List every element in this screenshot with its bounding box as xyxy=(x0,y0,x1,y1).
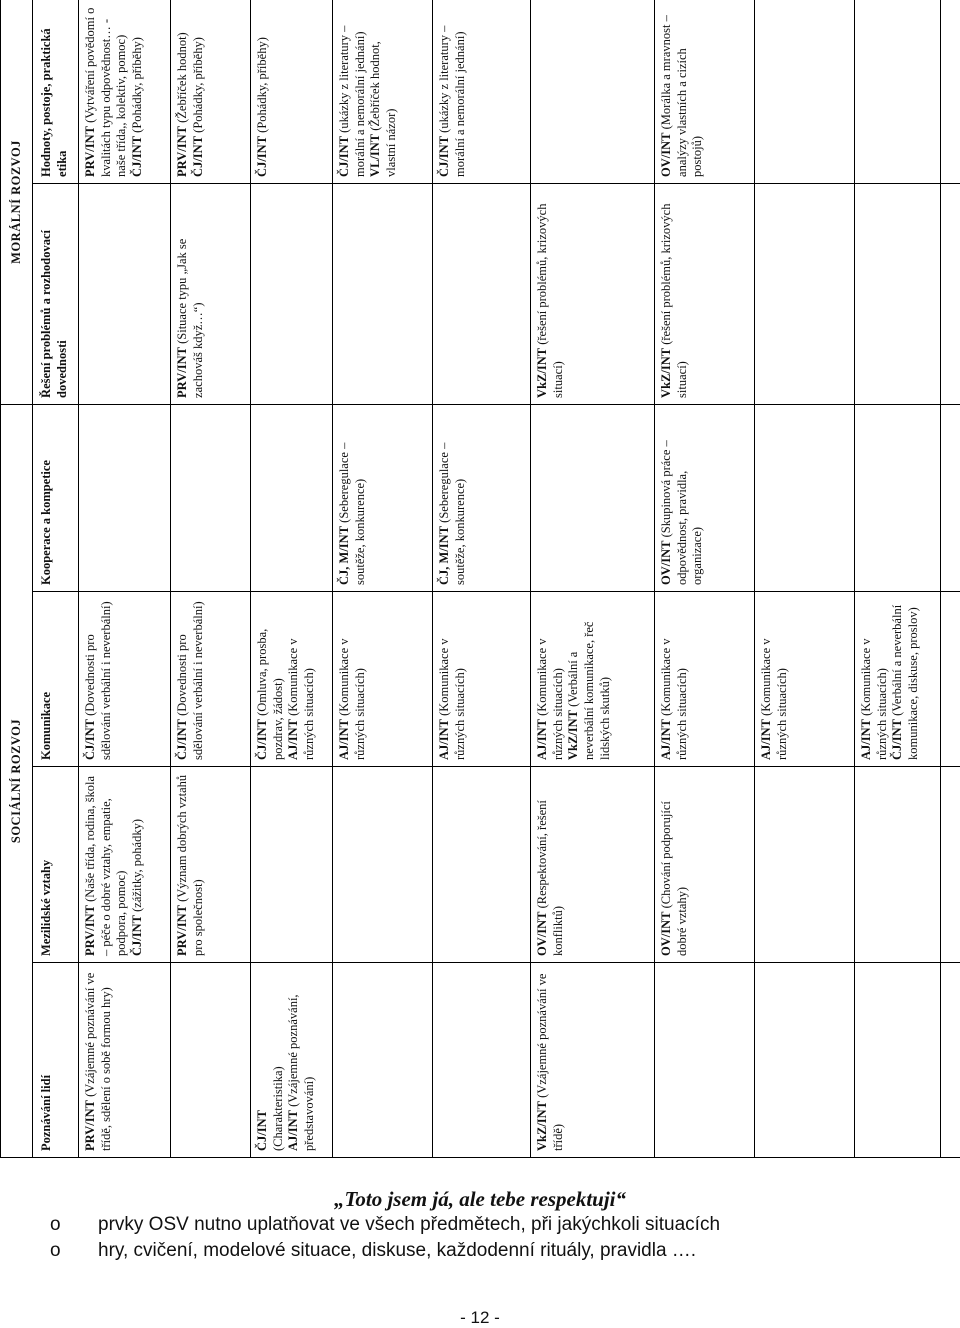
moral-band: MORÁLNÍ ROZVOJ xyxy=(1,0,33,404)
subject-code: VkZ/INT xyxy=(659,348,673,398)
cell-text: (Verbální a neverbální komunikace, diskuse, proslov) xyxy=(890,605,920,760)
subject-code: ČJ/INT xyxy=(255,136,269,177)
cell-text: (Vzájemné poznávání, představování) xyxy=(286,994,316,1151)
cell-vztahy xyxy=(755,767,855,963)
header-hodnoty: Hodnoty, postoje, praktická etika xyxy=(33,0,79,183)
subject-code: AJ/INT xyxy=(337,719,351,760)
cell-komunikace xyxy=(941,592,960,767)
cell-komunikace xyxy=(79,592,171,767)
cell-text: (Vzájemné poznávání ve třídě, sdělení o sobě formou hry) xyxy=(83,973,113,1151)
subject-code: ČJ/INT xyxy=(437,136,451,177)
cell-reseni xyxy=(655,183,755,404)
cell-hodnoty xyxy=(941,0,960,183)
cell-kooperace xyxy=(433,404,531,591)
cell-text: (Naše třída, rodina, škola – péče o dobré vztahy, empatie, podpora, pomoc) xyxy=(83,776,128,956)
cell-poznavani xyxy=(655,963,755,1158)
subject-code: PRV/INT xyxy=(83,126,97,177)
subject-code: VL/INT xyxy=(368,134,382,177)
subject-code: PRV/INT xyxy=(175,347,189,398)
cell-text: (Pohádky, příběhy) xyxy=(130,37,144,136)
bullet-marker: o xyxy=(50,1240,98,1262)
table-row xyxy=(251,0,333,1158)
cell-poznavani xyxy=(941,963,960,1158)
cell-text: (Chování podporující dobré vztahy) xyxy=(659,801,689,956)
subject-code: PRV/INT xyxy=(83,905,97,956)
cell-text: (Seberegulace – soutěže, konkurence) xyxy=(337,443,367,585)
cell-hodnoty xyxy=(433,0,531,183)
subject-code: ČJ/INT xyxy=(130,136,144,177)
cell-text: (Respektování, řešení konfliktů) xyxy=(535,800,565,956)
cell-komunikace xyxy=(433,592,531,767)
table-row xyxy=(655,0,755,1158)
cell-text: (Pohádky, příběhy) xyxy=(191,37,205,136)
cell-hodnoty xyxy=(755,0,855,183)
cell-reseni xyxy=(531,183,655,404)
cell-hodnoty xyxy=(333,0,433,183)
header-komunikace: Komunikace xyxy=(33,592,79,767)
subject-code: AJ/INT xyxy=(286,719,300,760)
cell-text: (Charakteristika) xyxy=(271,1066,285,1151)
social-band: SOCIÁLNÍ ROZVOJ xyxy=(1,404,33,1157)
motto: „Toto jsem já, ale tebe respektuji“ xyxy=(0,1187,960,1212)
subject-code: PRV/INT xyxy=(175,126,189,177)
cell-text: (Omluva, prosba, pozdrav, žádost) xyxy=(255,629,285,760)
cell-vztahy xyxy=(79,767,171,963)
cell-poznavani xyxy=(433,963,531,1158)
cell-text: (Situace typu „Jak se zachováš když…“) xyxy=(175,239,205,398)
cell-komunikace xyxy=(251,592,333,767)
cell-reseni xyxy=(941,183,960,404)
cell-reseni xyxy=(855,183,941,404)
subject-code: PRV/INT xyxy=(83,1100,97,1151)
cell-kooperace xyxy=(655,404,755,591)
cell-text: (Komunikace v různých situacích) xyxy=(286,638,316,760)
cell-hodnoty xyxy=(531,0,655,183)
subject-code: ČJ/INT xyxy=(255,719,269,760)
cell-kooperace xyxy=(79,404,171,591)
table-row xyxy=(171,0,251,1158)
subject-code: ČJ, M/INT xyxy=(337,526,351,585)
subject-code: ČJ/INT xyxy=(337,136,351,177)
cell-reseni xyxy=(79,183,171,404)
cell-kooperace xyxy=(531,404,655,591)
cell-kooperace xyxy=(251,404,333,591)
cell-reseni xyxy=(333,183,433,404)
bullet-item xyxy=(50,1214,720,1236)
cell-komunikace xyxy=(855,592,941,767)
cell-text: (Seberegulace – soutěže, konkurence) xyxy=(437,443,467,585)
subject-code: PRV/INT xyxy=(175,905,189,956)
cell-hodnoty xyxy=(251,0,333,183)
cell-text: (Dovednosti pro sdělování verbální i neverbální) xyxy=(175,601,205,760)
cell-hodnoty xyxy=(855,0,941,183)
cell-vztahy xyxy=(655,767,755,963)
bullet-text: prvky OSV nutno uplatňovat ve všech předmětech, při jakýchkoli situacích xyxy=(98,1214,720,1235)
cell-text: (zážitky, pohádky) xyxy=(130,819,144,915)
subject-code: AJ/INT xyxy=(759,719,773,760)
subject-code: VkZ/INT xyxy=(566,710,580,760)
table-row xyxy=(79,0,171,1158)
bullet-item xyxy=(50,1240,696,1262)
cell-text: (ukázky z literatury – morální a nemorální jednání) xyxy=(337,26,367,177)
cell-poznavani xyxy=(251,963,333,1158)
cell-poznavani xyxy=(333,963,433,1158)
bullet-text: hry, cvičení, modelové situace, diskuse, každodenní rituály, pravidla …. xyxy=(98,1240,696,1261)
cell-kooperace xyxy=(941,404,960,591)
cell-reseni xyxy=(171,183,251,404)
subject-code: ČJ, M/INT xyxy=(437,526,451,585)
subject-code: OV/INT xyxy=(659,541,673,585)
subject-code: AJ/INT xyxy=(659,719,673,760)
header-poznavani: Poznávání lidí xyxy=(33,963,79,1158)
cell-vztahy xyxy=(251,767,333,963)
subject-code: OV/INT xyxy=(659,133,673,177)
table-row xyxy=(855,0,941,1158)
cell-komunikace xyxy=(655,592,755,767)
cell-komunikace xyxy=(531,592,655,767)
cell-text: (Význam dobrých vztahů pro společnost) xyxy=(175,775,205,956)
subject-code: AJ/INT xyxy=(535,719,549,760)
cell-text: (Komunikace v různých situacích) xyxy=(659,638,689,760)
cell-text: (Komunikace v různých situacích) xyxy=(437,638,467,760)
subject-code: ČJ/INT xyxy=(255,1110,269,1151)
band-row xyxy=(1,0,33,1158)
subject-code: VkZ/INT xyxy=(535,348,549,398)
cell-text: (Morálka a mravnost – analýzy vlastních a cizích postojů) xyxy=(659,15,704,177)
cell-kooperace xyxy=(855,404,941,591)
cell-text: (Žebříček hodnot, vlastní názor) xyxy=(368,41,398,177)
cell-vztahy xyxy=(333,767,433,963)
cell-vztahy xyxy=(855,767,941,963)
page-number: - 12 - xyxy=(0,1308,960,1328)
subject-code: VkZ/INT xyxy=(535,1101,549,1151)
table-row xyxy=(433,0,531,1158)
table-row xyxy=(941,0,960,1158)
cell-text: (ukázky z literatury – morální a nemorální jednání) xyxy=(437,26,467,177)
cell-reseni xyxy=(433,183,531,404)
subject-code: ČJ/INT xyxy=(191,136,205,177)
table-row xyxy=(531,0,655,1158)
cell-kooperace xyxy=(171,404,251,591)
cell-hodnoty xyxy=(171,0,251,183)
subject-code: AJ/INT xyxy=(437,719,451,760)
header-reseni: Řešení problémů a rozhodovací dovednosti xyxy=(33,183,79,404)
bullet-marker: o xyxy=(50,1214,98,1236)
subject-code: OV/INT xyxy=(535,912,549,956)
header-vztahy: Mezilidské vztahy xyxy=(33,767,79,963)
table-row xyxy=(333,0,433,1158)
subject-code: ČJ/INT xyxy=(130,915,144,956)
cell-kooperace xyxy=(333,404,433,591)
cell-text: (Vytváření povědomí o kvalitách typu odpovědnost… - naše třída,, kolektiv, pomoc) xyxy=(83,8,128,177)
cell-text: (Skupinová práce – odpovědnost, pravidla, organizace) xyxy=(659,440,704,585)
cell-hodnoty xyxy=(655,0,755,183)
cell-vztahy xyxy=(531,767,655,963)
cell-text: (Žebříček hodnot) xyxy=(175,32,189,126)
cell-reseni xyxy=(755,183,855,404)
table-row xyxy=(755,0,855,1158)
cell-text: (Dovednosti pro sdělování verbální i neverbální) xyxy=(83,601,113,760)
cell-poznavani xyxy=(531,963,655,1158)
cell-hodnoty xyxy=(79,0,171,183)
subject-code: AJ/INT xyxy=(286,1110,300,1151)
subject-code: ČJ/INT xyxy=(890,719,904,760)
cell-text: (Komunikace v různých situacích) xyxy=(759,638,789,760)
subject-code: AJ/INT xyxy=(859,719,873,760)
cell-text: (Komunikace v různých situacích) xyxy=(535,638,565,760)
cell-poznavani xyxy=(79,963,171,1158)
cell-poznavani xyxy=(855,963,941,1158)
cell-text: (Vzájemné poznávání ve třídě) xyxy=(535,974,565,1151)
cell-komunikace xyxy=(333,592,433,767)
subject-code: ČJ/INT xyxy=(175,719,189,760)
subject-code: ČJ/INT xyxy=(83,719,97,760)
cell-poznavani xyxy=(755,963,855,1158)
cell-komunikace xyxy=(755,592,855,767)
cell-kooperace xyxy=(755,404,855,591)
subject-code: OV/INT xyxy=(659,912,673,956)
cell-text: (řešení problémů, krizových situací) xyxy=(659,204,689,398)
cell-vztahy xyxy=(433,767,531,963)
cell-reseni xyxy=(251,183,333,404)
cell-text: (Pohádky, příběhy) xyxy=(255,37,269,136)
cell-komunikace xyxy=(171,592,251,767)
cell-text: (Komunikace v různých situacích) xyxy=(859,638,889,760)
cell-vztahy xyxy=(941,767,960,963)
cell-text: (řešení problémů, krizových situací) xyxy=(535,204,565,398)
cell-vztahy xyxy=(171,767,251,963)
header-kooperace: Kooperace a kompetice xyxy=(33,404,79,591)
cell-text: (Verbální a neverbální komunikace, řeč lidských skutků) xyxy=(566,622,611,760)
cell-poznavani xyxy=(171,963,251,1158)
cell-text: (Komunikace v různých situacích) xyxy=(337,638,367,760)
header-row xyxy=(33,0,79,1158)
